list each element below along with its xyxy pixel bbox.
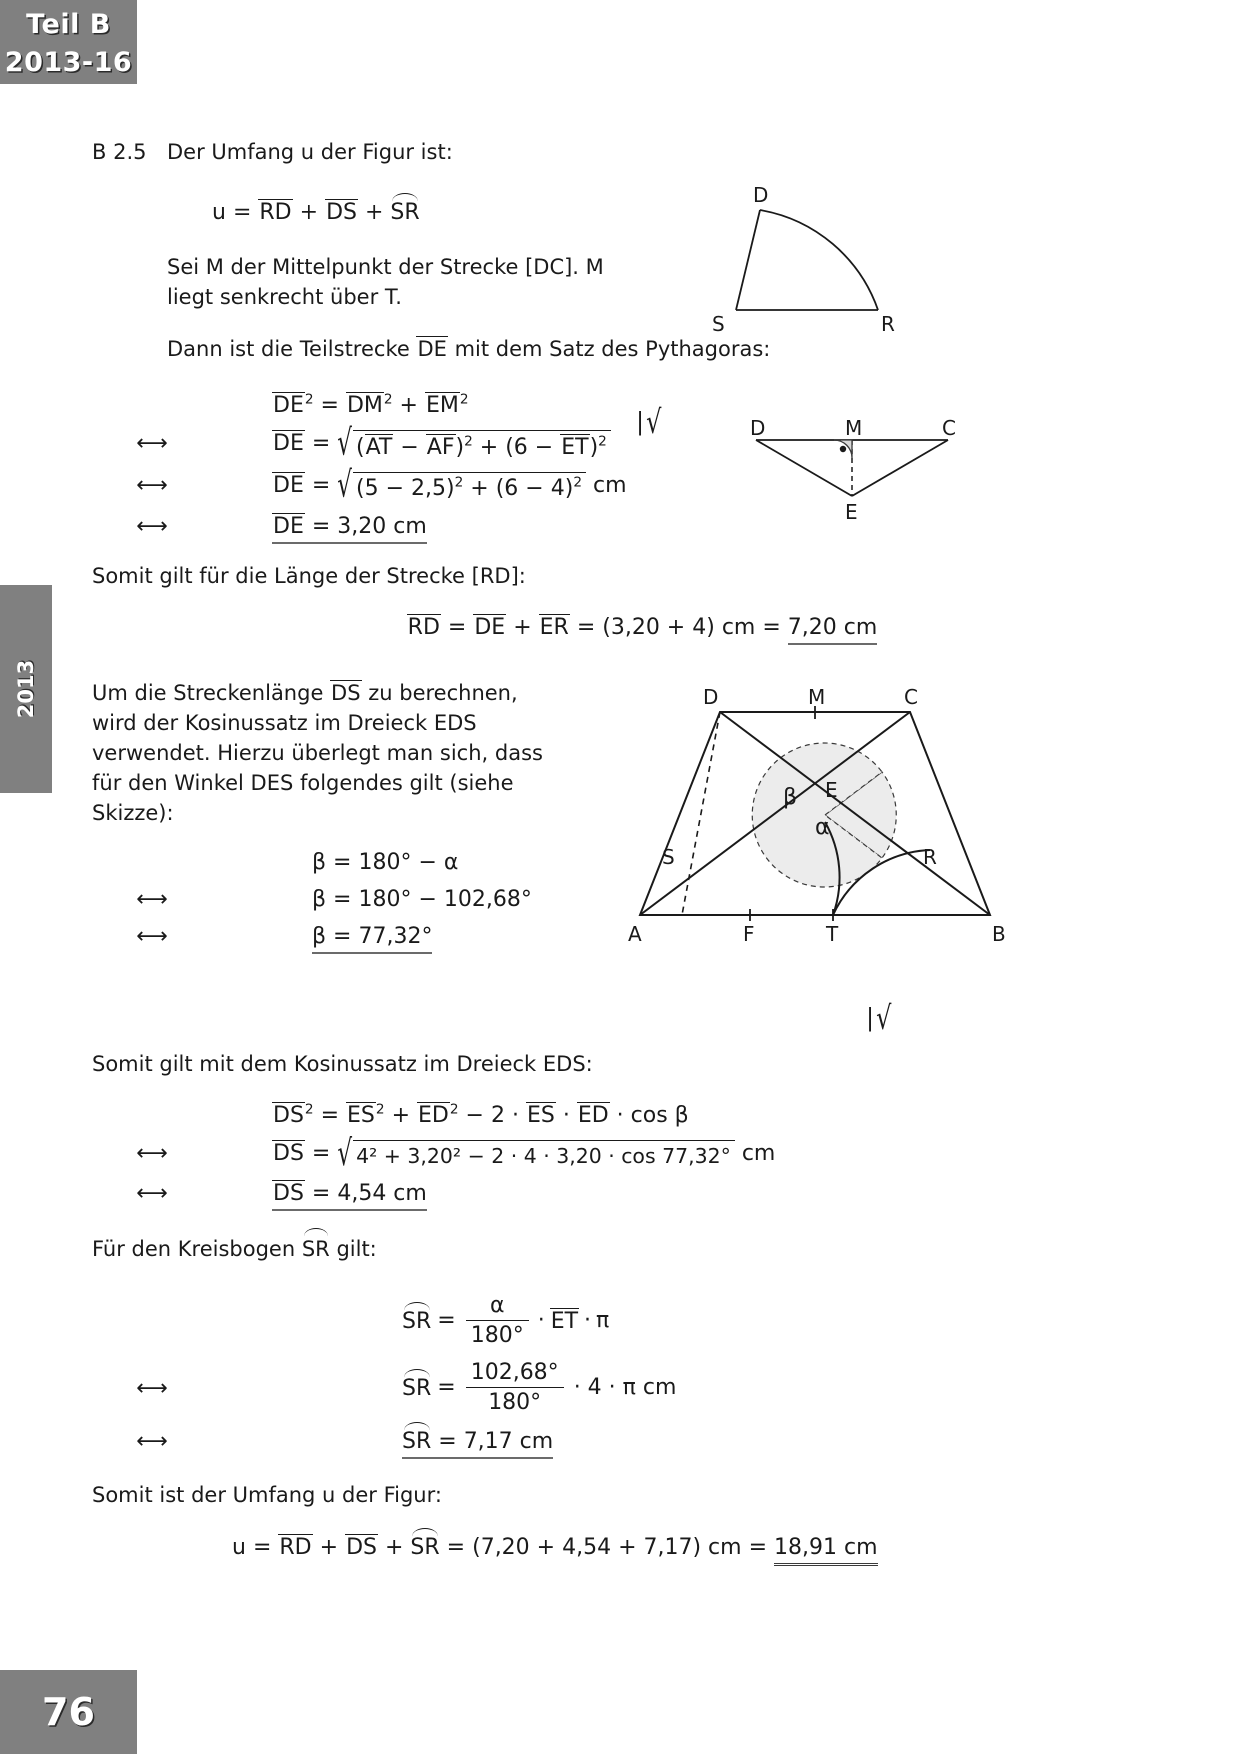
- eq-arrow-6: ⟷: [136, 924, 168, 950]
- beta-lhs-1: β: [312, 850, 327, 876]
- dot-1: ·: [511, 1103, 519, 1129]
- exp-2-e: 2: [598, 434, 607, 451]
- segment-RD-2: RD: [407, 615, 440, 641]
- pythagoras-pre: Dann ist die Teilstrecke: [167, 336, 417, 361]
- beta-result-value: 77,32°: [358, 924, 433, 950]
- beta-result-underlined: β = 77,32°: [312, 924, 432, 954]
- final-paren: (7,20 + 4,54 + 7,17) cm: [472, 1534, 742, 1560]
- side-tab-year-label: 2013: [14, 659, 38, 719]
- arc-SR-inline: SR: [302, 1233, 330, 1265]
- fig3-label-D: D: [703, 685, 719, 709]
- figure-trapezoid: [620, 685, 1040, 950]
- eq-sign-rd-3: =: [762, 615, 781, 641]
- equation-sr-result: [92, 1427, 1152, 1459]
- unit-cm-2: cm: [721, 615, 756, 641]
- dot-3: ·: [616, 1103, 624, 1129]
- eq-arrow-7: ⟷: [136, 1141, 168, 1167]
- eq-arrow-4: ⟷: [136, 514, 168, 540]
- frac-num-10268: 102,68°: [470, 1359, 559, 1385]
- ds-r2: 3,20²: [407, 1144, 462, 1169]
- de-result-body: [272, 513, 427, 544]
- fig3-label-S: S: [662, 845, 675, 869]
- fig3-angle-alpha-label: α: [815, 815, 830, 840]
- segment-DE-inline: DE: [417, 336, 447, 361]
- de-result-value: 3,20 cm: [337, 514, 427, 540]
- sr-result-underlined: SR = 7,17 cm: [402, 1427, 553, 1459]
- equation-final-perimeter: [232, 1533, 1152, 1566]
- formula-perimeter-definition: [212, 198, 1152, 225]
- num-5: 5: [364, 476, 379, 502]
- equation-de-squared: [92, 392, 1152, 418]
- fig1-label-D: D: [753, 183, 769, 207]
- fig2-label-E: E: [845, 500, 858, 524]
- paragraph-somit-umfang: Somit ist der Umfang u der Figur:: [92, 1482, 442, 1507]
- segment-ES-1: ES: [347, 1103, 375, 1129]
- arc-SR-1: SR: [402, 1308, 432, 1334]
- beta-rhs-2: 180° − 102,68°: [358, 887, 532, 913]
- fig1-label-S: S: [712, 312, 725, 336]
- dot-2: ·: [562, 1103, 570, 1129]
- eq-arrow-3: ⟷: [136, 473, 168, 499]
- ds-r1: 4²: [356, 1144, 378, 1169]
- ds-line2-body: [272, 1133, 776, 1175]
- segment-DE-5: DE: [474, 615, 506, 641]
- arc-SR-4: SR: [410, 1534, 440, 1560]
- de-line3-body: [272, 466, 627, 507]
- triangle-side-DE: [756, 440, 852, 496]
- radical-sign-2: √: [337, 466, 352, 507]
- plus-rd: +: [513, 615, 532, 641]
- fig3-label-A: A: [628, 922, 642, 946]
- ds-r3: 2 · 4 · 3,20 · cos 77,32°: [491, 1144, 731, 1169]
- segment-ES-2: ES: [526, 1103, 555, 1129]
- segment-DE-3: DE: [273, 473, 304, 499]
- kreisbogen-pre: Für den Kreisbogen: [92, 1237, 302, 1262]
- kosinus-pre: Um die Streckenlänge: [92, 681, 331, 706]
- segment-ET-2: ET: [550, 1308, 579, 1334]
- equation-sr-1: [92, 1293, 1152, 1348]
- segment-ET: ET: [561, 435, 589, 461]
- exp-2-j: 2: [449, 1101, 459, 1118]
- paragraph-mittelpunkt: Sei M der Mittelpunkt der Strecke [DC]. M liegt senkrecht über T.: [167, 255, 604, 309]
- fig3-label-F: F: [743, 922, 755, 946]
- eq-sign-b2: =: [333, 887, 352, 913]
- segment-DS: DS: [326, 200, 357, 225]
- eq-sign-2: =: [311, 431, 331, 457]
- const-6-a: 6: [513, 435, 528, 461]
- arc-SR: SR: [390, 200, 420, 225]
- task-heading: [92, 140, 1152, 164]
- exp-2-g: 2: [573, 475, 582, 492]
- eq-sign-sr2: =: [437, 1374, 456, 1400]
- segment-DE-4: DE: [273, 514, 304, 540]
- eq-sign-f3: =: [748, 1534, 768, 1560]
- sr-2-body: [402, 1360, 676, 1415]
- ds-result-body: [272, 1180, 427, 1211]
- segment-DM: DM: [346, 393, 383, 419]
- eq-sign-sr1: =: [437, 1307, 456, 1333]
- beta-rhs-1: 180° − α: [358, 850, 459, 876]
- sr-result-value: 7,17 cm: [463, 1428, 554, 1454]
- plus-f1: +: [319, 1534, 339, 1560]
- radical-body-1: (AT − AF)$^2$ + (6 − ET)$^2$: [353, 430, 611, 460]
- segment-RD-3: RD: [279, 1534, 312, 1560]
- fig3-label-T: T: [826, 922, 839, 946]
- rd-result: 7,20 cm: [788, 615, 878, 645]
- sqrt-hint-1: |√: [636, 403, 662, 441]
- kreisbogen-post: gilt:: [329, 1237, 377, 1262]
- frac-den-180: 180°: [466, 1320, 529, 1348]
- segment-DS-1: DS: [273, 1103, 304, 1129]
- fig2-label-D: D: [750, 416, 766, 440]
- fig3-label-R: R: [923, 845, 937, 869]
- equation-de-line3: [92, 466, 1152, 507]
- figure-triangle-DMCE: [752, 418, 972, 538]
- radical-body-2: $(5 - 2,5)^2 + (6 - 4)^2$: [353, 472, 586, 501]
- eq-arrow-9: ⟷: [136, 1375, 168, 1401]
- fig3-label-C: C: [904, 685, 918, 709]
- fig3-label-E: E: [825, 778, 838, 802]
- fig3-label-B: B: [992, 922, 1006, 946]
- corner-tab-line1: Teil B: [26, 9, 111, 40]
- corner-tab-line2: 2013-16: [4, 47, 133, 78]
- segment-DS-3: DS: [273, 1181, 304, 1207]
- sr1-dot-a: ·: [537, 1307, 545, 1333]
- exp-2-c: 2: [459, 392, 469, 409]
- eq-sign-ds1: =: [320, 1103, 340, 1129]
- pythagoras-post: mit dem Satz des Pythagoras:: [447, 336, 771, 361]
- fig2-label-C: C: [942, 416, 956, 440]
- fig2-label-M: M: [845, 416, 863, 440]
- page-number: 76: [0, 1670, 137, 1754]
- fraction-alpha-180: [466, 1293, 529, 1348]
- triangle-side-CE: [852, 440, 948, 496]
- plus-f2: +: [384, 1534, 404, 1560]
- corner-tab-part-label: [0, 0, 137, 84]
- segment-ED-1: ED: [418, 1103, 449, 1129]
- eq-sign-rd-1: =: [447, 615, 467, 641]
- sector-line-DS: [736, 210, 760, 310]
- num-6: 6: [504, 476, 519, 502]
- beta-1-body: [312, 850, 458, 875]
- segment-DS-4: DS: [346, 1534, 377, 1560]
- exp-2-h: 2: [304, 1101, 314, 1118]
- radical-sign-1: √: [337, 423, 352, 465]
- right-angle-dot: [840, 446, 846, 452]
- equation-ds-result: [92, 1180, 1152, 1211]
- segment-DE-1: DE: [273, 393, 304, 419]
- radical-de-2: [337, 466, 586, 507]
- fig1-label-R: R: [881, 312, 895, 336]
- sqrt-hint-2: |√: [866, 999, 892, 1037]
- sr1-dot-b: ·: [584, 1307, 592, 1333]
- task-id: B 2.5: [92, 140, 147, 164]
- unit-cm-3: cm: [741, 1141, 776, 1167]
- segment-DS-2: DS: [273, 1141, 304, 1167]
- equation-de-line2: [92, 423, 1152, 465]
- rd-paren: (3,20 + 4): [602, 615, 715, 641]
- equation-ds-squared: [92, 1102, 1152, 1128]
- unit-cm-1: cm: [592, 473, 627, 499]
- segment-AT: AT: [365, 435, 393, 461]
- exp-2-f: 2: [454, 475, 464, 492]
- plus-ds: +: [391, 1103, 410, 1129]
- de-line2-body: [272, 423, 611, 465]
- frac-den-180-b: 180°: [466, 1387, 564, 1415]
- figure-circular-sector: [712, 183, 918, 345]
- plus-2: +: [364, 200, 384, 225]
- exp-2-a: 2: [304, 392, 314, 409]
- paragraph-kosinussatz: [92, 679, 562, 828]
- eq-sign-rd-2: =: [576, 615, 596, 641]
- exp-2-i: 2: [375, 1101, 385, 1118]
- paragraph-somit-rd: Somit gilt für die Länge der Strecke [RD]:: [92, 564, 526, 589]
- side-tab-year: [0, 585, 52, 793]
- eq-sign-f1: =: [252, 1534, 272, 1560]
- segment-DS-inline: DS: [331, 681, 361, 706]
- segment-AF: AF: [426, 435, 455, 461]
- segment-ER: ER: [539, 615, 569, 641]
- ds-squared-body: [272, 1102, 689, 1128]
- sector-arc-DR: [760, 210, 878, 310]
- segment-RD: RD: [259, 200, 292, 225]
- eq-sign-3: =: [311, 473, 331, 499]
- num-2-5: 2,5: [411, 476, 447, 502]
- de-result-underlined: DE = 3,20 cm: [272, 513, 427, 544]
- equation-de-result: [92, 513, 1152, 544]
- perimeter-eq: =: [232, 200, 252, 225]
- sr-1-body: [402, 1293, 609, 1348]
- arc-SR-2: SR: [402, 1375, 432, 1401]
- de-squared-body: [272, 392, 469, 418]
- equation-sr-2: [92, 1360, 1152, 1415]
- final-result: [774, 1535, 878, 1566]
- beta-2-body: [312, 887, 532, 912]
- kosinus-post: zu berechnen, wird der Kosinussatz im Dreieck EDS verwendet. Hierzu überlegt man sich, dass für den Winkel DES folgendes gilt (siehe Skizze):: [92, 681, 543, 825]
- radical-sign-3: √: [337, 1133, 353, 1175]
- frac-num-alpha: α: [489, 1292, 505, 1318]
- figure3-svg: [620, 690, 1040, 950]
- paragraph-kreisbogen: [92, 1233, 1092, 1265]
- eq-arrow-8: ⟷: [136, 1181, 168, 1207]
- segment-ED-2: ED: [577, 1103, 609, 1129]
- arc-SR-3: SR: [402, 1428, 432, 1454]
- fig3-angle-beta-label: β: [783, 785, 798, 810]
- plus-1: +: [299, 200, 319, 225]
- task-intro: Der Umfang u der Figur ist:: [167, 140, 453, 164]
- num-4: 4: [550, 476, 565, 502]
- eq-sign-f2: =: [446, 1534, 466, 1560]
- final-result-value: 18,91 cm: [774, 1534, 878, 1560]
- beta-lhs-3: β: [312, 924, 327, 950]
- minus-ds: −: [465, 1103, 484, 1129]
- eq-arrow-2: ⟷: [136, 431, 168, 457]
- segment-DE-2: DE: [273, 431, 304, 457]
- ds-result-underlined: DS = 4,54 cm: [272, 1180, 427, 1211]
- segment-EM: EM: [425, 393, 459, 419]
- cos-beta: cos β: [630, 1103, 689, 1129]
- ds-result-value: 4,54 cm: [337, 1181, 427, 1207]
- radical-ds: [337, 1133, 734, 1175]
- exp-2-d: 2: [464, 434, 473, 451]
- eq-arrow-5: ⟷: [136, 887, 168, 913]
- final-lhs: u: [232, 1534, 246, 1560]
- fraction-10268-180: [466, 1360, 564, 1415]
- perimeter-lhs: u: [212, 200, 226, 225]
- eq-sign-b1: =: [333, 850, 352, 876]
- sr2-tail: · 4 · π cm: [573, 1374, 677, 1400]
- dashed-line-D-to-base: [682, 712, 720, 915]
- equation-ds-line2: [92, 1133, 1152, 1175]
- eq-sign-1: =: [320, 393, 339, 419]
- eq-arrow-10: ⟷: [136, 1428, 168, 1454]
- exp-2-b: 2: [383, 392, 393, 409]
- sr-result-body: [402, 1427, 553, 1459]
- radical-de-1: [337, 423, 611, 465]
- equation-rd: [132, 614, 1152, 645]
- eq-sign-ds2: =: [311, 1141, 331, 1167]
- beta-lhs-2: β: [312, 887, 327, 913]
- fig3-label-M: M: [808, 685, 826, 709]
- paragraph-somit-kosinussatz: Somit gilt mit dem Kosinussatz im Dreieck EDS:: [92, 1052, 593, 1077]
- beta-result-body: [312, 924, 432, 954]
- coef-2: 2: [490, 1103, 505, 1129]
- sr1-pi: π: [596, 1307, 610, 1333]
- radical-body-3: 4² + 3,20² − 2 · 4 · 3,20 · cos 77,32°: [353, 1140, 735, 1168]
- plus-3: +: [399, 393, 418, 419]
